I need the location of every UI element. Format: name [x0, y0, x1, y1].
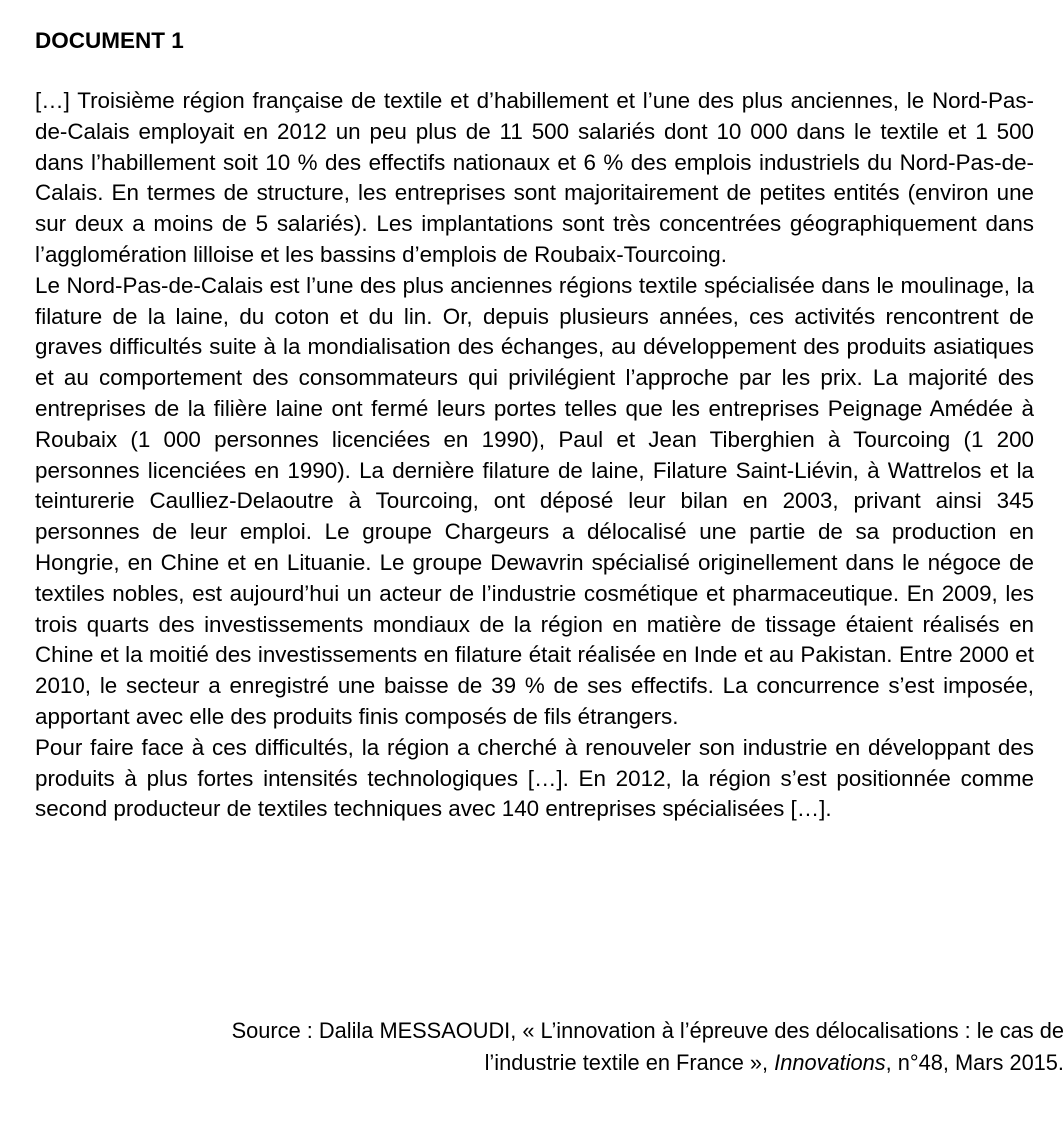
source-citation: [65, 1015, 1064, 1079]
paragraph-2: Le Nord-Pas-de-Calais est l’une des plus anciennes régions textile spécialisée dans le moulinage, la filature de la laine, du coton et du lin. Or, depuis plusieurs années, ces activités rencontrent de graves difficultés suite à la mondialisation des échanges, au développement des produits asiatiques et au comportement des consommateurs qui privilégient l’approche par les prix. La majorité des entreprises de la filière laine ont fermé leurs portes telles que les entreprises Peignage Amédée à Roubaix (1 000 personnes licenciées en 1990), Paul et Jean Tiberghien à Tourcoing (1 200 personnes licenciées en 1990). La dernière filature de laine, Filature Saint-Liévin, à Wattrelos et la teinturerie Caulliez-Delaoutre à Tourcoing, ont déposé leur bilan en 2003, privant ainsi 345 personnes de leur emploi. Le groupe Chargeurs a délocalisé une partie de sa production en Hongrie, en Chine et en Lituanie. Le groupe Dewavrin spécialisé originellement dans le négoce de textiles nobles, est aujourd’hui un acteur de l’industrie cosmétique et pharmaceutique. En 2009, les trois quarts des investissements mondiaux de la région en matière de tissage étaient réalisés en Chine et la moitié des investissements en filature était réalisée en Inde et au Pakistan. Entre 2000 et 2010, le secteur a enregistré une baisse de 39 % de ses effectifs. La concurrence s’est imposée, apportant avec elle des produits finis composés de fils étrangers.: [35, 272, 1034, 729]
source-line-2-start: l’industrie textile en France »,: [484, 1050, 775, 1075]
paragraph-3: Pour faire face à ces difficultés, la région a cherché à renouveler son industrie en développant des produits à plus fortes intensités technologiques […]. En 2012, la région s’est positionnée comme second producteur de textiles techniques avec 140 entreprises spécialisées […].: [35, 734, 1034, 822]
source-line-2: [65, 1047, 1064, 1079]
paragraph-1: […] Troisième région française de textile et d’habillement et l’une des plus anciennes, le Nord-Pas-de-Calais employait en 2012 un peu plus de 11 500 salariés dont 10 000 dans le textile et 1 500 dans l’habillement soit 10 % des effectifs nationaux et 6 % des emplois industriels du Nord-Pas-de-Calais. En termes de structure, les entreprises sont majoritairement de petites entités (environ une sur deux a moins de 5 salariés). Les implantations sont très concentrées géographiquement dans l’agglomération lilloise et les bassins d’emplois de Roubaix-Tourcoing.: [35, 88, 1034, 267]
source-line-2-end: , n°48, Mars 2015.: [885, 1050, 1064, 1075]
source-journal: Innovations: [774, 1050, 886, 1075]
document-title: DOCUMENT 1: [35, 28, 184, 53]
document-page: [35, 26, 1034, 825]
source-line-1: Source : Dalila MESSAOUDI, « L’innovation à l’épreuve des délocalisations : le cas de: [231, 1018, 1064, 1043]
